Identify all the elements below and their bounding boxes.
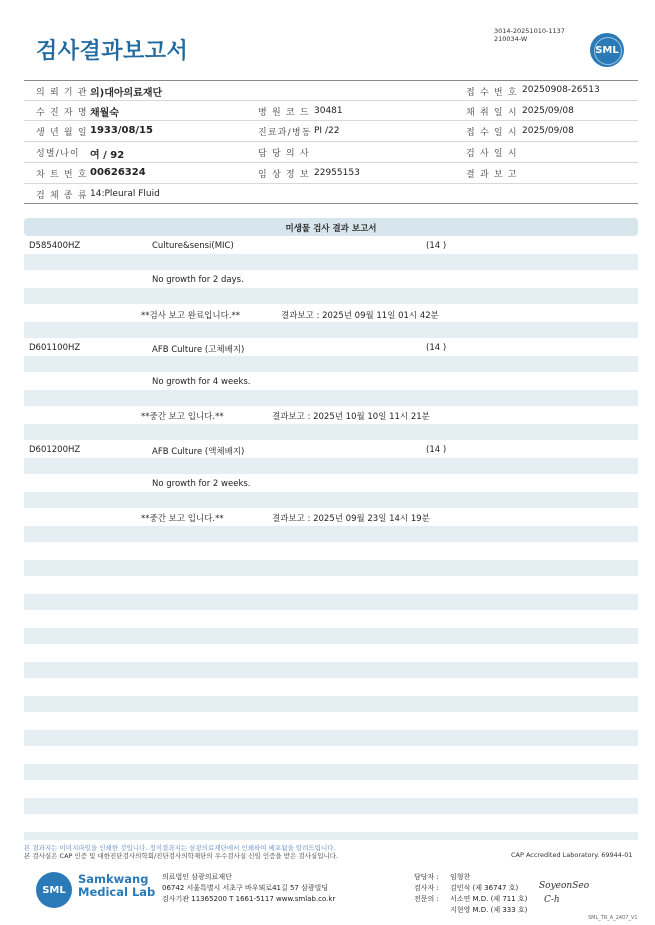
test-result: No growth for 2 days. xyxy=(152,275,244,285)
row-band xyxy=(24,322,638,338)
manager-label: 담당자 : xyxy=(414,873,439,881)
divider xyxy=(24,80,638,81)
requester-label: 의 뢰 기 관 xyxy=(36,88,88,98)
row-band xyxy=(24,560,638,576)
brand-name xyxy=(78,873,155,899)
specimen-value: 14:Pleural Fluid xyxy=(90,189,160,199)
test-code: D585400HZ xyxy=(29,241,81,251)
patient-name-value: 채월숙 xyxy=(90,108,119,119)
row-band xyxy=(24,832,638,840)
receipt-date-value: 2025/09/08 xyxy=(522,126,574,136)
document-id-line1: 3014-20251010-1137 xyxy=(494,27,565,35)
test-code: D601100HZ xyxy=(29,343,81,353)
specialist-label: 전문의 : xyxy=(414,895,439,903)
test-status: **중간 보고 입니다.** xyxy=(141,412,224,422)
requester-value: 의)대아의료재단 xyxy=(90,88,163,99)
org-contact: 검사기관 11365200 T 1661-5117 www.smlab.co.kr xyxy=(162,895,336,903)
hospital-code-label: 병 원 코 드 xyxy=(258,108,310,118)
sex-age-value: 여 / 92 xyxy=(90,150,125,161)
test-date-label: 검 사 일 시 xyxy=(466,149,518,159)
test-specimen: (14 ) xyxy=(426,241,447,251)
row-band xyxy=(24,356,638,372)
row-band xyxy=(24,696,638,712)
test-report-time: 결과보고 : 2025년 10월 10일 11시 21분 xyxy=(272,412,430,422)
department-label: 진료과/병동 xyxy=(258,128,312,138)
test-status: **검사 보고 완료입니다.** xyxy=(141,311,241,321)
sml-logo: SML xyxy=(590,33,624,67)
manager-value: 임형찬 xyxy=(450,873,471,881)
cap-accreditation: CAP Accredited Laboratory. 69944-01 xyxy=(511,851,633,859)
divider xyxy=(24,183,638,184)
row-band xyxy=(24,798,638,814)
row-band xyxy=(24,424,638,440)
chart-no-value: 00626324 xyxy=(90,167,146,178)
patient-name-label: 수 진 자 명 xyxy=(36,108,88,118)
row-band xyxy=(24,730,638,746)
tester-label: 검사자 : xyxy=(414,884,439,892)
clinical-info-value: 22955153 xyxy=(314,168,360,178)
notice-image-copy: 본 결과지는 이미지파일을 인쇄한 것입니다. 정식결과지는 삼광의료재단에서 인쇄하여 배포됨을 알려드립니다. xyxy=(24,844,336,852)
form-code: SML_TR_A_2407_V1 xyxy=(588,915,638,921)
hospital-code-value: 30481 xyxy=(314,106,343,116)
collection-date-value: 2025/09/08 xyxy=(522,106,574,116)
birth-label: 생 년 월 일 xyxy=(36,128,88,138)
row-band xyxy=(24,628,638,644)
test-specimen: (14 ) xyxy=(426,343,447,353)
org-info xyxy=(162,872,335,905)
receipt-no-value: 20250908-26513 xyxy=(522,85,600,95)
row-band xyxy=(24,458,638,474)
section-header xyxy=(24,218,638,236)
doctor-label: 담 당 의 사 xyxy=(258,149,310,159)
divider xyxy=(24,162,638,163)
test-status: **중간 보고 입니다.** xyxy=(141,514,224,524)
test-name: AFB Culture (액체배지) xyxy=(152,447,245,457)
notice-accreditation: 본 검사실은 CAP 인증 및 대한진단검사의학회/진단검사의학재단의 우수검사실 신임 인증을 받은 검사실입니다. xyxy=(24,852,339,860)
row-band xyxy=(24,594,638,610)
signature-2: C-h xyxy=(544,895,560,905)
org-name: 의료법인 삼광의료재단 xyxy=(162,873,232,881)
test-name: AFB Culture (고체배지) xyxy=(152,345,245,355)
row-band xyxy=(24,526,638,542)
sex-age-label: 성별/나이 xyxy=(36,149,80,159)
row-band xyxy=(24,492,638,508)
department-value: PI /22 xyxy=(314,126,340,136)
test-result: No growth for 2 weeks. xyxy=(152,479,251,489)
divider xyxy=(24,141,638,142)
receipt-no-label: 접 수 번 호 xyxy=(466,88,518,98)
test-code: D601200HZ xyxy=(29,445,81,455)
clinical-info-label: 임 상 정 보 xyxy=(258,170,310,180)
divider xyxy=(24,120,638,121)
row-band xyxy=(24,390,638,406)
chart-no-label: 차 트 번 호 xyxy=(36,170,88,180)
tester-value: 김민식 (제 36747 호) xyxy=(450,884,519,892)
divider xyxy=(24,203,638,204)
test-report-time: 결과보고 : 2025년 09월 11일 01시 42분 xyxy=(281,311,439,321)
divider xyxy=(24,100,638,101)
signature-1: SoyeonSeo xyxy=(539,881,590,891)
page-title: 검사결과보고서 xyxy=(36,39,189,64)
document-id xyxy=(494,27,565,43)
receipt-date-label: 접 수 일 시 xyxy=(466,128,518,138)
specialist1-value: 서소연 M.D. (제 711 호) xyxy=(450,895,528,903)
test-report-time: 결과보고 : 2025년 09월 23일 14시 19분 xyxy=(272,514,430,524)
specimen-label: 검 체 종 류 xyxy=(36,191,88,201)
brand-line1: Samkwang xyxy=(78,872,149,886)
section-title: 미생물 검사 결과 보고서 xyxy=(285,224,377,234)
row-band xyxy=(24,254,638,270)
test-name: Culture&sensi(MIC) xyxy=(152,241,234,251)
row-band xyxy=(24,662,638,678)
specialist2-value: 지현영 M.D. (제 333 호) xyxy=(450,906,528,914)
row-band xyxy=(24,764,638,780)
report-label: 결 과 보 고 xyxy=(466,170,518,180)
sml-footer-logo: SML xyxy=(36,872,72,908)
row-band xyxy=(24,288,638,304)
org-address: 06742 서울특별시 서초구 바우뫼로41길 57 삼광빌딩 xyxy=(162,884,329,892)
collection-date-label: 채 취 일 시 xyxy=(466,108,518,118)
birth-value: 1933/08/15 xyxy=(90,125,153,136)
document-id-line2: 210034-W xyxy=(494,35,528,43)
brand-line2: Medical Lab xyxy=(78,885,156,899)
test-result: No growth for 4 weeks. xyxy=(152,377,251,387)
test-specimen: (14 ) xyxy=(426,445,447,455)
